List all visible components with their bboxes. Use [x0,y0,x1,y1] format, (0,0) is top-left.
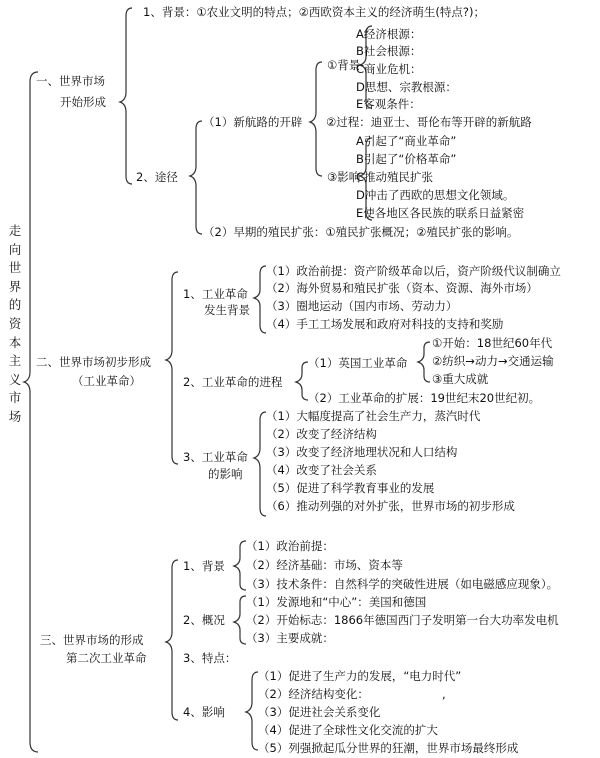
british-item-1: ①开始：18世纪60年代 [432,336,553,350]
root-bracket [24,72,38,752]
bg-item-d: D思想、宗教根源： [356,80,457,94]
s3-impact-item-5: （5）列强掀起瓜分世界的狂潮，世界市场最终形成 [258,741,519,755]
ind-bg-label-line2: 发生背景 [204,303,250,317]
ind-impact-item-6: （6）推动列强的对外扩张，世界市场的初步形成 [266,499,515,513]
s3-bg-item-1: （1）政治前提： [246,539,334,553]
impact-item-b: B引起了“价格革命” [356,152,457,166]
impact-label: ③影响 [327,170,361,184]
section1-label-line2: 开始形成 [60,95,106,109]
section2-label-line2: （工业革命） [72,374,141,388]
process-text: ②过程：迪亚士、哥伦布等开辟的新航路 [326,115,532,129]
s3-impact-item-2: （2）经济结构变化： [258,687,369,701]
ind-impact-item-5: （5）促进了科学教育事业的发展 [266,481,435,495]
ind-impact-bracket [254,412,266,516]
british-item-3: ③重大成就 [432,372,489,386]
british-bracket [418,342,430,382]
s3-overview-bracket [234,596,246,644]
route-label: 2、途径 [136,170,178,184]
ind-impact-item-4: （4）改变了社会关系 [266,463,377,477]
ind-bg-item-1: （1）政治前提：资产阶级革命以后，资产阶级代议制确立 [266,264,561,278]
bg-label: ①背景 [327,58,361,72]
ind-impact-label-line1: 3、工业革命 [183,450,248,464]
process-bracket [296,362,308,400]
s3-bg-label: 1、背景 [183,559,225,573]
bg-item-c: C商业危机： [356,62,422,76]
impact-item-d: D冲击了西欧的思想文化领域。 [356,188,515,202]
s3-overview-item-2: （2）开始标志：1866年德国西门子发明第一台大功率发电机 [246,613,559,627]
ind-impact-item-3: （3）改变了经济地理状况和人口结构 [266,445,458,459]
ind-bg-item-3: （3）圈地运动（国内市场、劳动力） [266,299,458,313]
new-route-label: （1）新航路的开辟 [203,115,303,129]
section2-bracket [166,272,178,464]
s3-impact-item-1: （1）促进了生产力的发展，“电力时代” [258,669,462,683]
section1-bracket [120,8,132,184]
section3-label-line1: 三、世界市场的形成 [40,633,144,647]
s3-overview-item-3: （3）主要成就： [246,631,334,645]
s3-impact-item-3: （3）促进社会关系变化 [258,705,381,719]
section3-label-line2: 第二次工业革命 [66,651,147,665]
s3-features-label: 3、特点： [183,651,237,665]
route-bracket [190,121,202,234]
s3-overview-item-1: （1）发源地和“中心”：美国和德国 [246,595,427,609]
ind-bg-bracket [254,266,266,333]
stray-comma: , [442,687,446,701]
ind-bg-item-4: （4）手工工场发展和政府对科技的支持和奖励 [266,317,504,331]
bg-item-a: A经济根源： [356,27,422,41]
british-item-2: ②纺织→动力→交通运输 [432,354,554,368]
new-route-bracket [310,62,322,176]
s3-bg-item-2: （2）经济基础：市场、资本等 [246,558,403,572]
ind-impact-item-2: （2）改变了经济结构 [266,427,377,441]
expansion-text: （2）工业革命的扩展：19世纪末20世纪初。 [308,391,541,405]
s3-bg-item-3: （3）技术条件：自然科学的突破性进展（如电磁感应现象）。 [246,577,559,591]
ind-impact-item-1: （1）大幅度提高了社会生产力，蒸汽时代 [266,409,481,423]
process-label: 2、工业革命的进程 [183,375,283,389]
colonial-text: （2）早期的殖民扩张：①殖民扩张概况；②殖民扩张的影响。 [203,225,519,239]
s3-impact-bracket [246,672,258,750]
s3-bg-bracket [234,541,246,590]
section3-bracket [166,560,178,720]
section1-label-line1: 一、世界市场 [36,74,105,88]
s3-overview-label: 2、概况 [183,613,225,627]
impact-item-e: E使各地区各民族的联系日益紧密 [356,206,525,220]
ind-impact-label-line2: 的影响 [208,467,243,481]
s3-impact-label: 4、影响 [183,705,225,719]
british-label: （1）英国工业革命 [308,356,408,370]
ind-bg-item-2: （2）海外贸易和殖民扩张（资本、资源、海外市场） [266,281,538,295]
root-title: 走向世界的资本主义市场 [8,223,22,424]
ind-bg-label-line1: 1、工业革命 [183,287,248,301]
bg-item-b: B社会根源： [356,44,422,58]
impact-item-a: A引起了“商业革命” [356,134,457,148]
bg-item-e: E客观条件： [356,97,421,111]
s3-impact-item-4: （4）促进了全球性文化交流的扩大 [258,723,438,737]
section2-label-line1: 二、世界市场初步形成 [36,355,151,369]
section1-background: 1、背景：①农业文明的特点；②西欧资本主义的经济萌生(特点?)； [143,5,486,19]
impact-item-c: C推动殖民扩张 [356,170,434,184]
